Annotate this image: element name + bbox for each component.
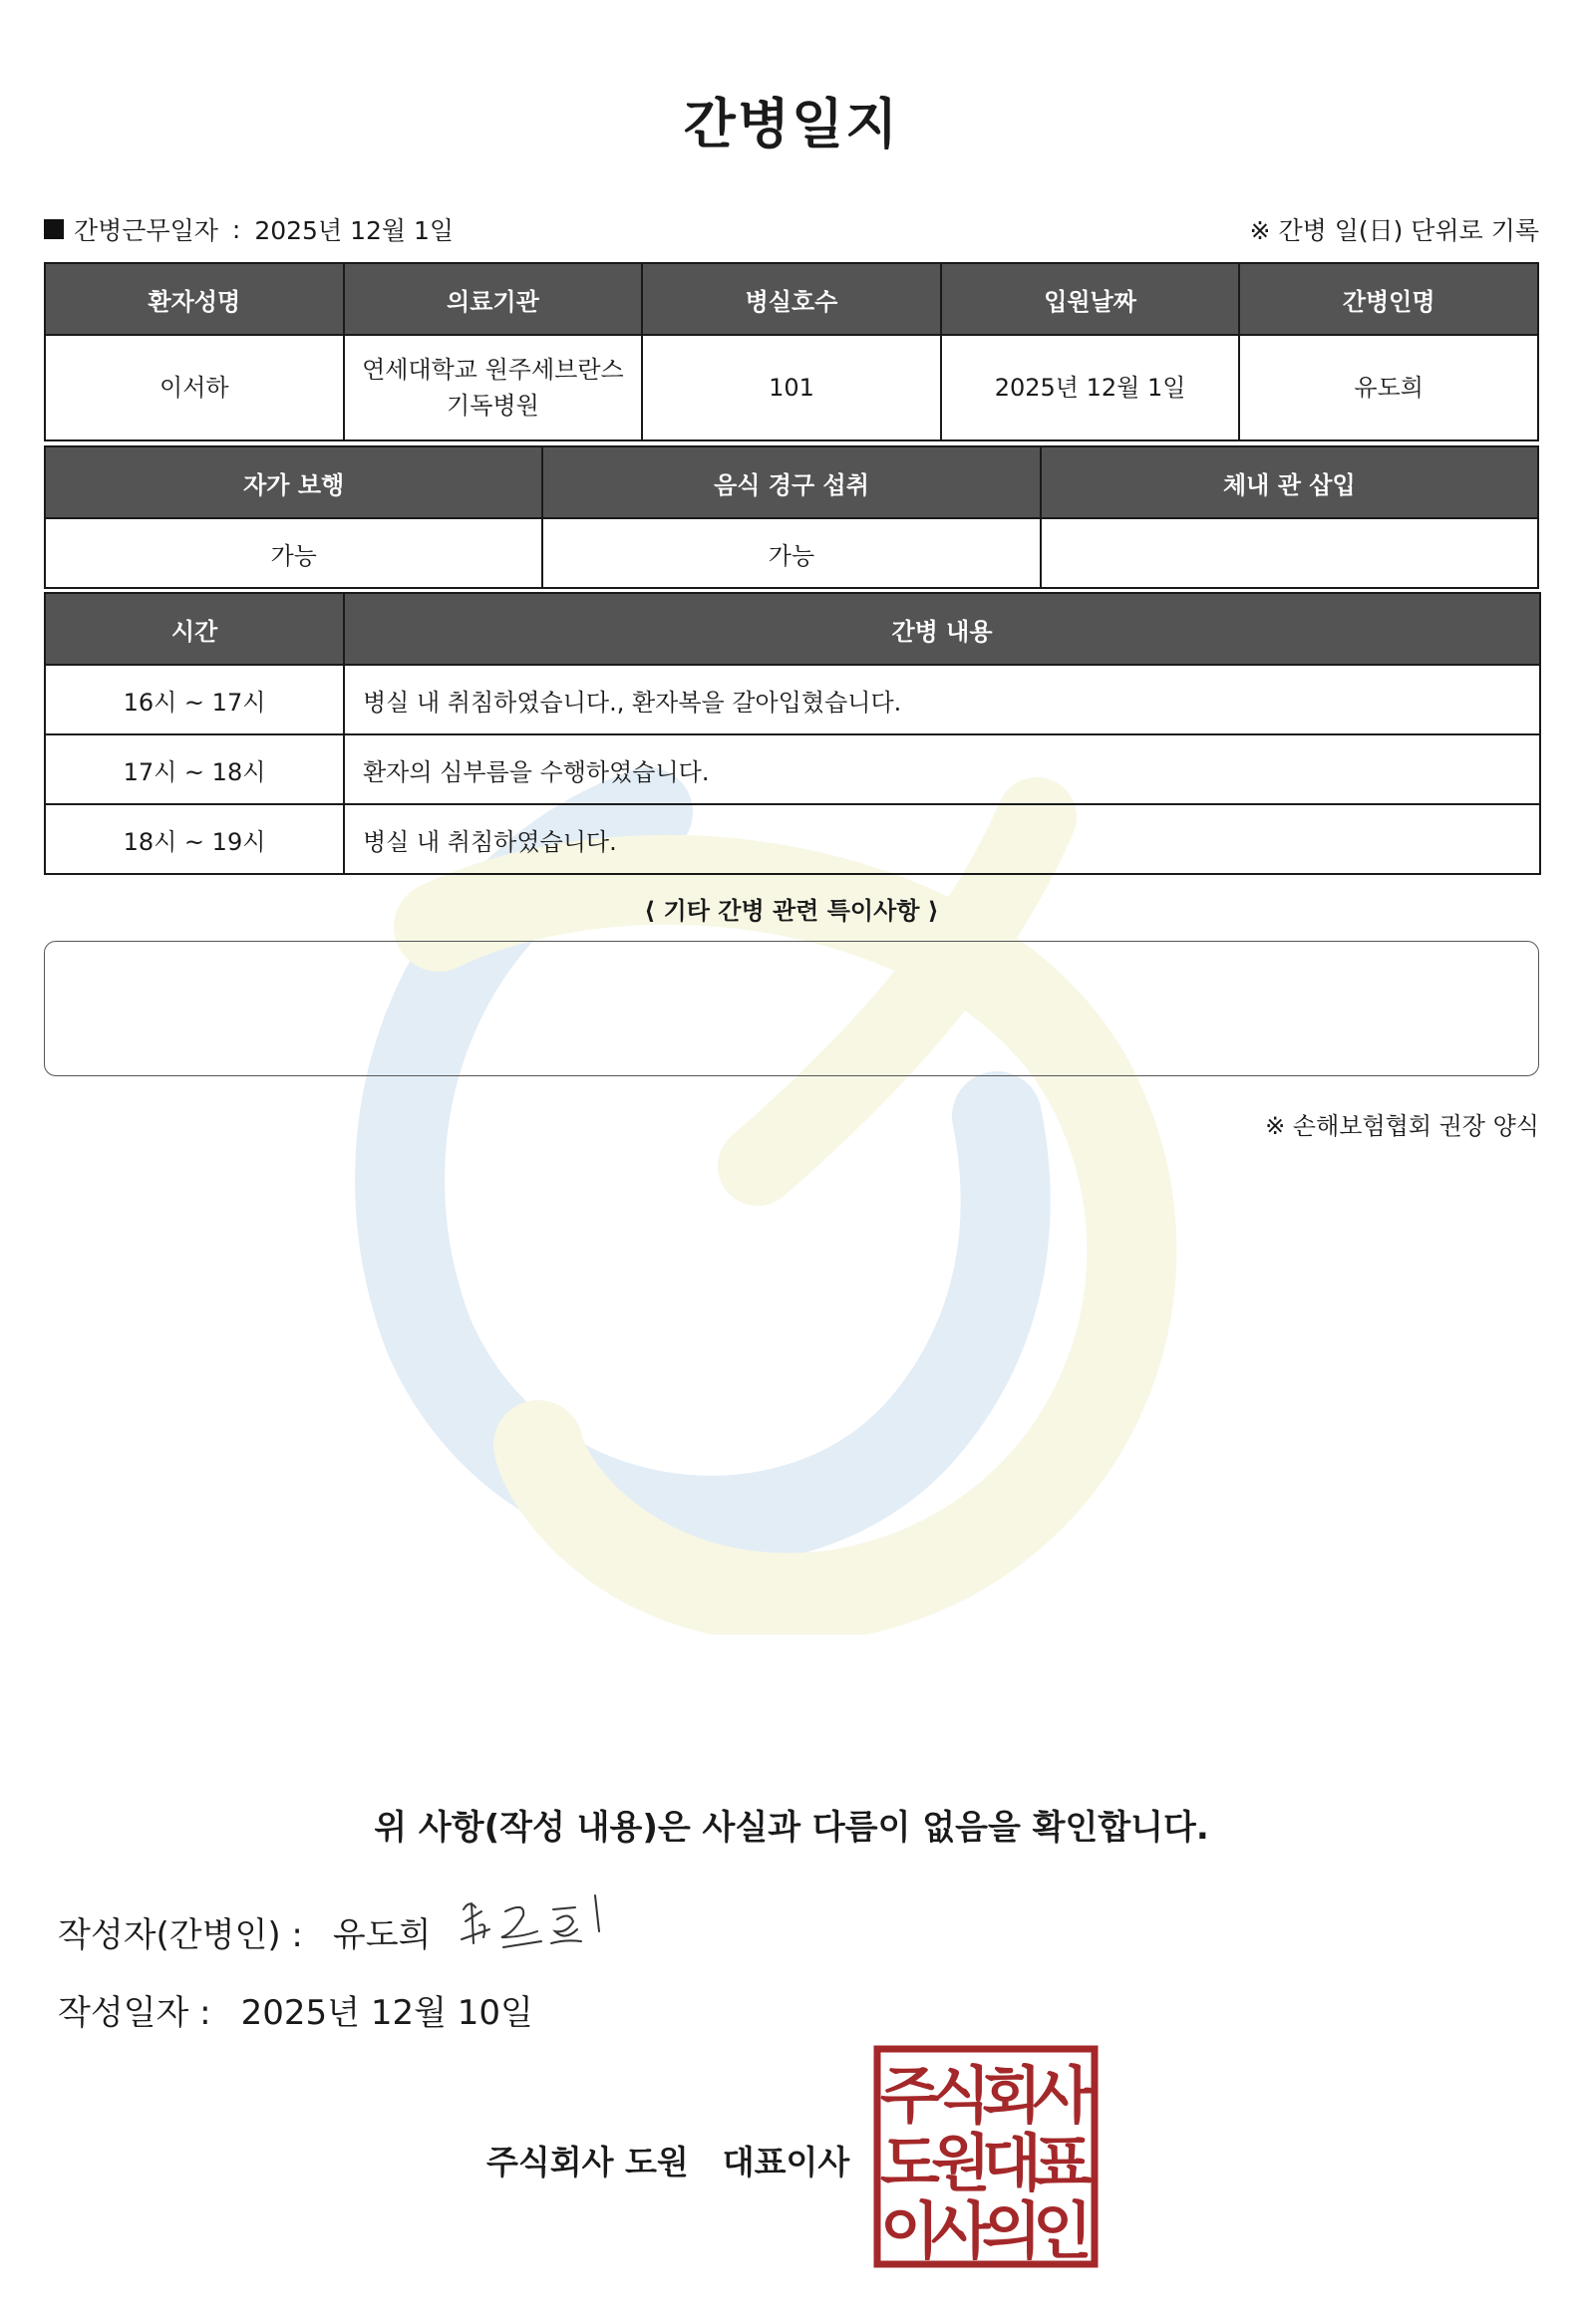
form-source-note: ※ 손해보험협회 권장 양식	[1265, 1112, 1539, 1140]
svg-text:이: 이	[880, 2194, 940, 2267]
company-seal	[873, 2045, 1099, 2268]
svg-text:도: 도	[880, 2127, 940, 2199]
company-representative: 대표이사	[722, 2143, 850, 2181]
care-log-table	[44, 592, 1541, 875]
table-row	[45, 665, 1540, 734]
header-care-content: 간병 내용	[344, 593, 1540, 665]
header-room: 병실호수	[642, 263, 941, 335]
admission-date: 2025년 12월 1일	[941, 335, 1240, 440]
svg-text:인: 인	[1033, 2194, 1093, 2267]
company-name: 주식회사 도원	[486, 2143, 689, 2181]
table-row	[45, 804, 1540, 874]
log-time: 18시 ~ 19시	[45, 804, 344, 874]
header-institution: 의료기관	[344, 263, 643, 335]
header-patient-name: 환자성명	[45, 263, 344, 335]
header-caregiver: 간병인명	[1239, 263, 1538, 335]
square-bullet-icon	[44, 219, 64, 239]
institution-line2: 기독병원	[447, 392, 539, 420]
svg-text:원: 원	[931, 2127, 991, 2199]
author-line	[58, 1907, 431, 1956]
svg-text:사: 사	[1033, 2059, 1093, 2132]
work-date-separator: :	[231, 214, 241, 244]
table-row	[45, 734, 1540, 804]
written-date-line	[58, 1985, 533, 2034]
author-label: 작성자(간병인) :	[58, 1915, 303, 1955]
handwritten-signature	[454, 1882, 613, 1961]
patient-info-table	[44, 262, 1539, 441]
log-content: 병실 내 취침하였습니다., 환자복을 갈아입혔습니다.	[344, 665, 1540, 734]
patient-status-table	[44, 445, 1539, 589]
log-time: 17시 ~ 18시	[45, 734, 344, 804]
confirmation-statement: 위 사항(작성 내용)은 사실과 다름이 없음을 확인합니다.	[374, 1808, 1209, 1848]
svg-text:표: 표	[1033, 2127, 1093, 2199]
svg-text:주: 주	[880, 2059, 940, 2132]
work-date-label: 간병근무일자	[74, 216, 218, 245]
notes-box	[44, 941, 1539, 1076]
patient-name: 이서하	[45, 335, 344, 440]
room-number: 101	[642, 335, 941, 440]
header-self-walking: 자가 보행	[45, 446, 542, 518]
record-unit-note: ※ 간병 일(日) 단위로 기록	[1249, 216, 1539, 245]
svg-text:대: 대	[982, 2127, 1042, 2199]
svg-text:회: 회	[982, 2059, 1042, 2132]
written-date-label: 작성일자 :	[58, 1993, 211, 2033]
svg-text:식: 식	[931, 2059, 991, 2132]
document-title: 간병일지	[683, 93, 900, 155]
svg-text:의: 의	[982, 2194, 1042, 2267]
institution-line1: 연세대학교 원주세브란스	[362, 356, 624, 384]
self-walking-value: 가능	[45, 518, 542, 588]
written-date-value: 2025년 12월 10일	[240, 1993, 533, 2033]
log-time: 16시 ~ 17시	[45, 665, 344, 734]
tube-insertion-value	[1041, 518, 1538, 588]
log-content: 환자의 심부름을 수행하였습니다.	[344, 734, 1540, 804]
oral-intake-value: 가능	[542, 518, 1040, 588]
notes-title: ⟨ 기타 간병 관련 특이사항 ⟩	[644, 897, 939, 925]
header-oral-intake: 음식 경구 섭취	[542, 446, 1040, 518]
company-line	[486, 2137, 849, 2183]
header-time: 시간	[45, 593, 344, 665]
author-name: 유도희	[332, 1915, 432, 1955]
caregiver-name: 유도희	[1239, 335, 1538, 440]
header-admission-date: 입원날짜	[941, 263, 1240, 335]
institution-cell	[344, 335, 643, 440]
work-date-line	[44, 211, 454, 247]
work-date-value: 2025년 12월 1일	[254, 216, 455, 245]
log-content: 병실 내 취침하였습니다.	[344, 804, 1540, 874]
header-tube-insertion: 체내 관 삽입	[1041, 446, 1538, 518]
svg-text:사: 사	[931, 2194, 991, 2267]
